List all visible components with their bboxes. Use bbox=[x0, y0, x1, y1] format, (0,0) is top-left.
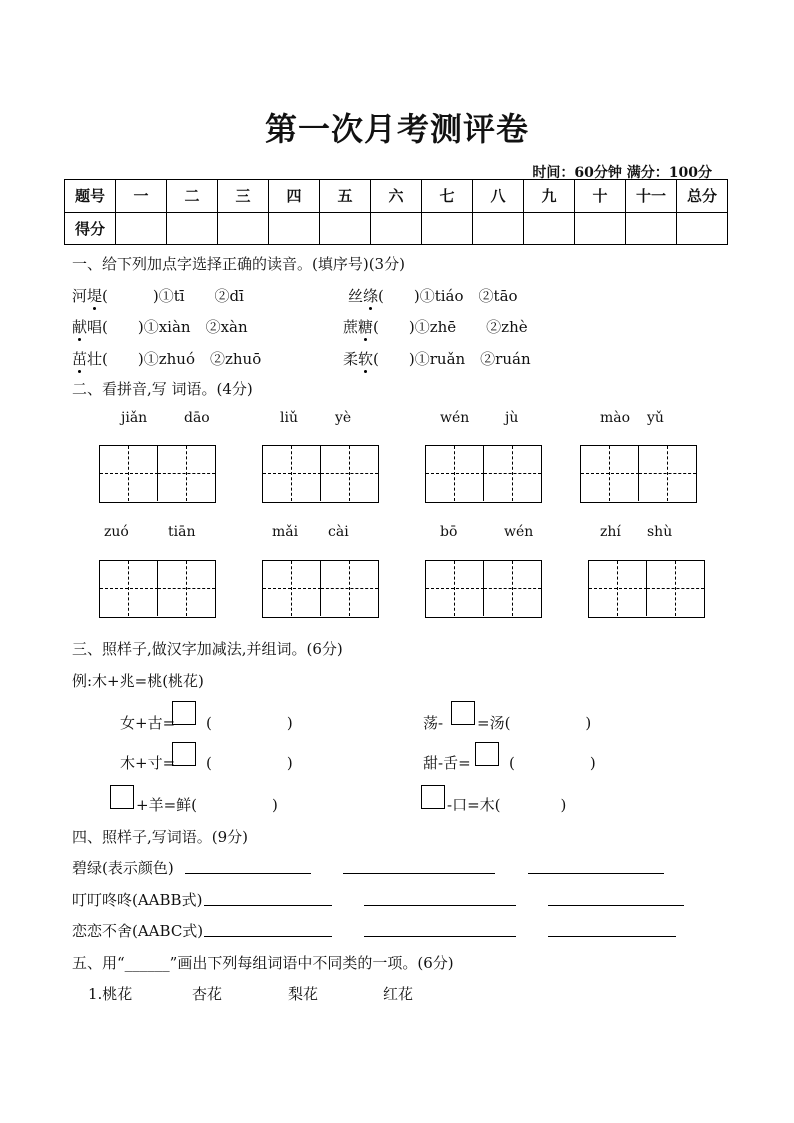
score-header-cell: 四 bbox=[269, 180, 320, 213]
example-line: 例:木+兆=桃(桃花) bbox=[72, 672, 204, 690]
answer-box[interactable] bbox=[451, 701, 475, 725]
writing-grid[interactable] bbox=[425, 445, 542, 503]
score-header-cell: 二 bbox=[167, 180, 218, 213]
answer-line[interactable] bbox=[364, 904, 516, 906]
pinyin-label: zuó bbox=[104, 524, 129, 540]
answer-line[interactable] bbox=[185, 872, 311, 874]
writing-grid[interactable] bbox=[425, 560, 542, 618]
section-3-heading: 三、照样子,做汉字加减法,并组词。(6分) bbox=[72, 640, 343, 658]
section-5-heading: 五、用“______”画出下列每组词语中不同类的一项。(6分) bbox=[72, 954, 454, 972]
word-example: 恋恋不舍(AABC式) bbox=[72, 922, 204, 940]
score-cell[interactable] bbox=[473, 212, 524, 245]
pronunciation-item bbox=[72, 316, 248, 337]
pinyin-label: dāo bbox=[184, 410, 210, 426]
dotted-char: 软 bbox=[358, 350, 374, 368]
score-cell[interactable] bbox=[167, 212, 218, 245]
pinyin-label: cài bbox=[328, 524, 349, 540]
dotted-char: 糖 bbox=[358, 318, 374, 336]
pronunciation-item bbox=[343, 348, 531, 369]
score-cell[interactable] bbox=[116, 212, 167, 245]
pronunciation-item bbox=[72, 348, 261, 369]
answer-line[interactable] bbox=[548, 935, 676, 937]
score-value-row bbox=[65, 212, 728, 245]
word-option[interactable]: 1.桃花 bbox=[88, 985, 133, 1003]
score-cell[interactable] bbox=[524, 212, 575, 245]
answer-line[interactable] bbox=[204, 935, 332, 937]
word-option[interactable]: 杏花 bbox=[192, 985, 223, 1003]
pinyin-label: wén bbox=[504, 524, 534, 540]
pinyin-label: shù bbox=[647, 524, 673, 540]
item-options: 唱( )①xiàn ②xàn bbox=[87, 318, 248, 336]
pinyin-label: yǔ bbox=[647, 410, 664, 426]
writing-grid[interactable] bbox=[262, 560, 379, 618]
pinyin-label: zhí bbox=[600, 524, 621, 540]
score-header-cell: 题号 bbox=[65, 180, 116, 213]
equation-text: +羊=鲜( ) bbox=[136, 796, 278, 814]
writing-grid[interactable] bbox=[99, 560, 216, 618]
equation-text: 木+寸= bbox=[120, 754, 176, 772]
item-text: 蔗 bbox=[343, 318, 359, 336]
exam-meta: 时间：60分钟 满分：100分 bbox=[532, 165, 712, 181]
word-option[interactable]: 梨花 bbox=[288, 985, 319, 1003]
score-cell[interactable] bbox=[371, 212, 422, 245]
score-cell[interactable] bbox=[626, 212, 677, 245]
writing-grid[interactable] bbox=[262, 445, 379, 503]
word-parens: ( ) bbox=[509, 754, 596, 772]
pinyin-label: jù bbox=[505, 410, 519, 426]
score-row-label: 得分 bbox=[65, 212, 116, 245]
item-options: ( )①tiáo ②tāo bbox=[378, 287, 518, 305]
answer-box[interactable] bbox=[421, 785, 445, 809]
item-text: 河 bbox=[72, 287, 88, 305]
answer-line[interactable] bbox=[204, 904, 332, 906]
score-cell[interactable] bbox=[677, 212, 728, 245]
pinyin-label: liǔ bbox=[280, 410, 298, 426]
pinyin-label: mǎi bbox=[272, 524, 299, 540]
section-2-heading: 二、看拼音,写 词语。(4分) bbox=[72, 380, 253, 398]
score-header-cell: 总分 bbox=[677, 180, 728, 213]
word-parens: =汤( ) bbox=[477, 714, 592, 732]
answer-box[interactable] bbox=[172, 701, 196, 725]
pinyin-label: wén bbox=[440, 410, 470, 426]
answer-line[interactable] bbox=[364, 935, 516, 937]
score-header-cell: 八 bbox=[473, 180, 524, 213]
answer-box[interactable] bbox=[110, 785, 134, 809]
score-header-row bbox=[65, 180, 728, 213]
item-options: ( )①ruǎn ②ruán bbox=[373, 350, 531, 368]
score-cell[interactable] bbox=[422, 212, 473, 245]
dotted-char: 堤 bbox=[87, 287, 103, 305]
equation-text: -口=木( ) bbox=[447, 796, 567, 814]
dotted-char: 茁 bbox=[72, 350, 88, 368]
score-header-cell: 三 bbox=[218, 180, 269, 213]
dotted-char: 献 bbox=[72, 318, 88, 336]
pronunciation-item bbox=[343, 316, 528, 337]
score-cell[interactable] bbox=[218, 212, 269, 245]
writing-grid[interactable] bbox=[99, 445, 216, 503]
score-header-cell: 六 bbox=[371, 180, 422, 213]
item-text: 丝 bbox=[348, 287, 364, 305]
answer-box[interactable] bbox=[475, 742, 499, 766]
score-header-cell: 十 bbox=[575, 180, 626, 213]
answer-line[interactable] bbox=[343, 872, 495, 874]
score-cell[interactable] bbox=[320, 212, 371, 245]
item-text: 柔 bbox=[343, 350, 359, 368]
score-header-cell: 五 bbox=[320, 180, 371, 213]
score-cell[interactable] bbox=[575, 212, 626, 245]
equation-text: 女+古= bbox=[120, 714, 176, 732]
item-options: ( )①tī ②dī bbox=[102, 287, 244, 305]
pronunciation-item bbox=[348, 285, 518, 306]
answer-box[interactable] bbox=[172, 742, 196, 766]
pronunciation-item bbox=[72, 285, 244, 306]
answer-line[interactable] bbox=[548, 904, 684, 906]
equation-text: 荡- bbox=[423, 714, 444, 732]
answer-line[interactable] bbox=[528, 872, 664, 874]
item-options: ( )①zhē ②zhè bbox=[373, 318, 528, 336]
item-options: 壮( )①zhuó ②zhuō bbox=[87, 350, 262, 368]
word-parens: ( ) bbox=[206, 714, 293, 732]
page-title: 第一次月考测评卷 bbox=[264, 110, 529, 148]
score-header-cell: 一 bbox=[116, 180, 167, 213]
pinyin-label: bō bbox=[440, 524, 458, 540]
pinyin-label: mào bbox=[600, 410, 631, 426]
word-example: 碧绿(表示颜色) bbox=[72, 859, 174, 877]
section-4-heading: 四、照样子,写词语。(9分) bbox=[72, 828, 249, 846]
writing-grid[interactable] bbox=[580, 445, 697, 503]
dotted-char: 绦 bbox=[363, 287, 379, 305]
pinyin-label: yè bbox=[335, 410, 352, 426]
score-header-cell: 十一 bbox=[626, 180, 677, 213]
pinyin-label: tiān bbox=[168, 524, 196, 540]
writing-grid[interactable] bbox=[588, 560, 705, 618]
word-parens: ( ) bbox=[206, 754, 293, 772]
word-example: 叮叮咚咚(AABB式) bbox=[72, 891, 203, 909]
equation-text: 甜-舌= bbox=[423, 754, 471, 772]
score-header-cell: 九 bbox=[524, 180, 575, 213]
pinyin-label: jiǎn bbox=[121, 410, 148, 426]
section-1-heading: 一、给下列加点字选择正确的读音。(填序号)(3分) bbox=[72, 255, 405, 273]
score-cell[interactable] bbox=[269, 212, 320, 245]
score-header-cell: 七 bbox=[422, 180, 473, 213]
score-table bbox=[64, 179, 728, 245]
word-option[interactable]: 红花 bbox=[383, 985, 414, 1003]
